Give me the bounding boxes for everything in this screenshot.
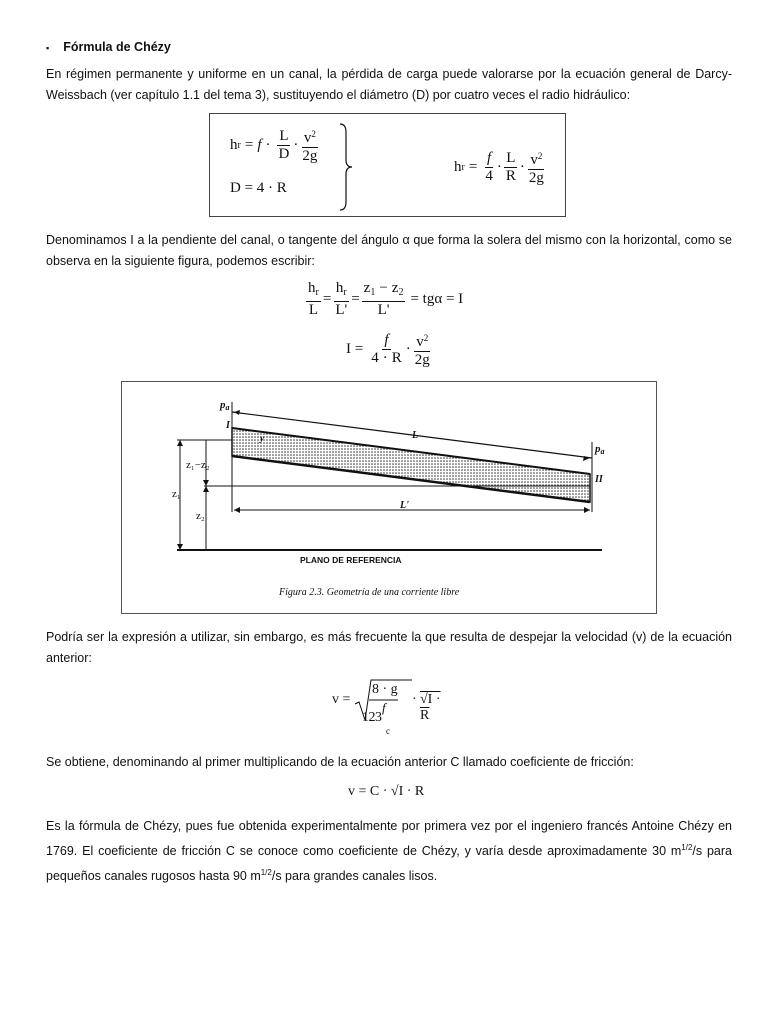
svg-text:L': L': [400, 500, 409, 511]
chezy-equation: v = C · √I · R: [348, 784, 425, 799]
svg-text:y: y: [260, 433, 264, 443]
svg-text:Figura 2.3. Geometría de una: Figura 2.3. Geometría de una corriente libre: [279, 587, 460, 598]
velocity-equation: v = 8 · g f 1 2 3 c · √I · R: [332, 678, 452, 738]
diameter-equation: D = 4 · R: [230, 180, 287, 196]
svg-text:L: L: [412, 430, 419, 441]
svg-text:I: I: [226, 420, 230, 431]
svg-text:z₁−z₂: z₁−z₂: [186, 459, 210, 471]
paragraph-coefficient: Se obtiene, denominando al primer multiplicando de la ecuación anterior C llamado coeficiente de fricción:: [46, 755, 634, 769]
brace-icon: [338, 122, 354, 215]
heading-title: Fórmula de Chézy: [63, 40, 171, 54]
paragraph-velocity: Podría ser la expresión a utilizar, sin embargo, es más frecuente la que resulta de despejar la velocidad (v) de la ecuación anterior:: [46, 630, 732, 665]
equation-box: [209, 113, 566, 217]
paragraph-intro: En régimen permanente y uniforme en un canal, la pérdida de carga puede valorarse por la ecuación general de Darcy-Weissbach (ver capítulo 1.1 del tema 3), sustituyendo el diámetro (D) por cuatro veces el radio hidráulico:: [46, 67, 732, 102]
paragraph-slope: Denominamos I a la pendiente del canal, o tangente del ángulo α que forma la solera del mismo con la horizontal, como se observa en la siguiente figura, podemos escribir:: [46, 233, 732, 268]
svg-text:z₂: z₂: [196, 510, 205, 522]
svg-text:z₁: z₁: [172, 488, 181, 500]
slope-equation: $\frac{h_r}{L}$ = $\frac{h_r}{L'}$ = $\frac{z_1 - z_2}{L'}$ = tgα = I: [308, 280, 464, 318]
water-body: [232, 428, 590, 502]
section-heading: [46, 40, 171, 54]
darcy-equation: h r = f · $\frac{L}{D}$ · $\frac{v^2}{2g}$: [230, 128, 318, 164]
svg-text:pa: pa: [220, 399, 230, 412]
svg-text:pa: pa: [595, 443, 605, 456]
channel-diagram: [122, 382, 656, 613]
slope-darcy-equation: I = $\frac{f}{4 \cdot R}$ · $\frac{v^2}{2g}$: [346, 332, 430, 368]
chezy-head-loss-equation: h r = $\frac{f}{4}$ · $\frac{L}{R}$ · $\frac{v^2}{2g}$: [454, 150, 544, 186]
paragraph-chezy: Es la fórmula de Chézy, pues fue obtenida experimentalmente por primera vez por el ingeniero francés Antoine Chézy en 1769. El coeficiente de fricción C se conoce como coeficiente de Chézy, y varía desde aproximadamente 30 $m^{1/2}/s$ para pequeños canales rugosos hasta 90 $m^{1/2}/s$ para grandes canales lisos.: [46, 819, 732, 884]
bullet-icon: ▪: [46, 43, 50, 53]
svg-text:PLANO DE REFERENCIA: PLANO DE REFERENCIA: [300, 555, 402, 565]
svg-text:II: II: [595, 474, 603, 485]
channel-geometry-figure: [121, 381, 657, 614]
